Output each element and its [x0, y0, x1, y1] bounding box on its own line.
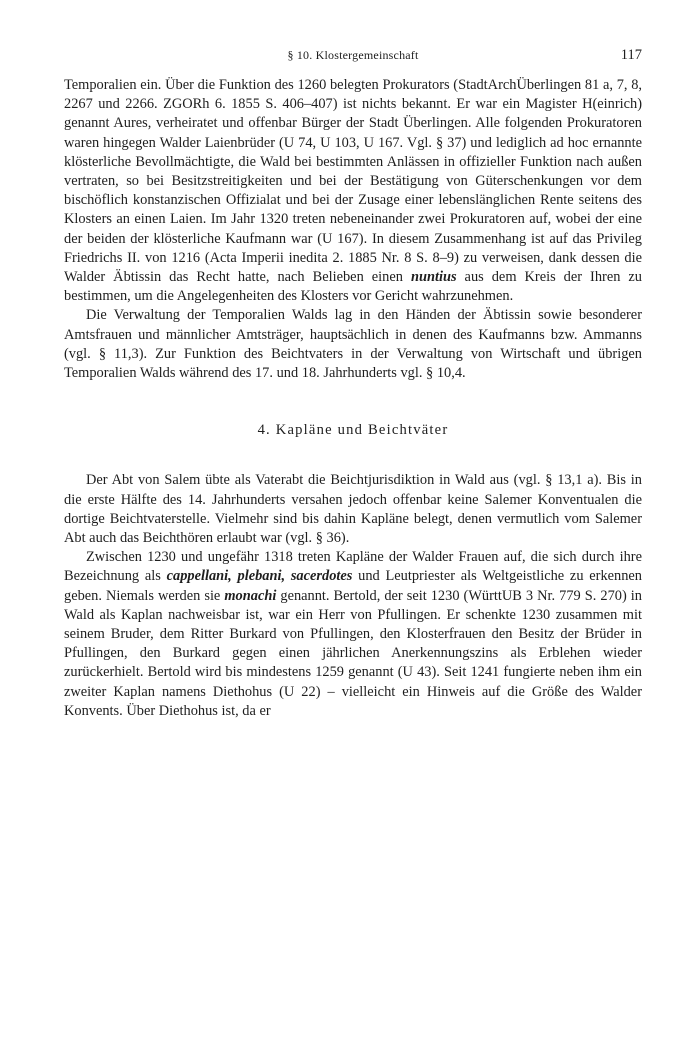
paragraph — [64, 548, 642, 721]
paragraph-group — [64, 76, 642, 383]
running-title: § 10. Klostergemeinschaft — [287, 48, 419, 62]
section-heading: 4. Kapläne und Beichtväter — [257, 422, 449, 439]
text-run: genannt. Bertold, der seit 1230 (WürttUB 3 Nr. 779 S. 270) in Wald als Kaplan nachweisbar ist, war ein Herr von Pfullingen. Er schenkte 1230 zusammen mit seinem Bruder, dem Ritter Burkard von Pfullingen, den Klosterfrauen den Besitz der Brüder in Pfullingen, den Burkard gegen einen jährlichen Anerkennungszins als Erblehen wieder zurückerhielt. Bertold wird bis mindestens 1259 genannt (U 43). Seit 1241 fungierte neben ihm ein zweiter Kaplan namens Diethohus (U 22) – vielleicht ein Hinweis auf die Größe des Walder Konvents. Über Diethohus ist, da er — [64, 587, 642, 719]
running-head — [64, 48, 642, 68]
text-run: Der Abt von Salem übte als Vaterabt die Beichtjurisdiktion in Wald aus (vgl. § 13,1 a). Bis in die erste Hälfte des 14. Jahrhunderts versahen jedoch offenbar keine Salemer Konventualen die dortige Beichtvaterstelle. Vielmehr sind bis dahin Kapläne belegt, denen vermutlich vom Salemer Abt auch das Beichthören erlaubt war (vgl. § 36). — [64, 472, 642, 547]
emphasized-term: monachi — [224, 587, 277, 604]
emphasized-term: cappellani, plebani, sacerdotes — [166, 568, 353, 585]
body-text — [64, 76, 642, 721]
paragraph-group — [64, 471, 642, 721]
paragraph — [64, 76, 642, 306]
page-number: 117 — [620, 47, 642, 63]
text-run: Die Verwaltung der Temporalien Walds lag in den Händen der Äbtissin sowie besonderer Amtsfrauen und männlicher Amtsträger, hauptsächlich in denen des Kaufmanns bzw. Ammanns (vgl. § 11,3). Zur Funktion des Beichtvaters in der Verwaltung von Wirtschaft und übrigen Temporalien Walds während des 17. und 18. Jahrhunderts vgl. § 10,4. — [64, 307, 642, 382]
emphasized-term: nuntius — [410, 269, 457, 286]
text-run: und Leutpriester als Weltgeistliche zu erkennen geben. Niemals werden sie — [64, 568, 642, 604]
paragraph — [64, 471, 642, 548]
text-run: Zwischen 1230 und ungefähr 1318 treten Kapläne der Walder Frauen auf, die sich durch ihre Bezeichnung als — [64, 549, 642, 585]
paragraph — [64, 306, 642, 383]
text-run: aus dem Kreis der Ihren zu bestimmen, um die Angelegenheiten des Klosters vor Gericht wahrzunehmen. — [64, 269, 642, 305]
text-run: Temporalien ein. Über die Funktion des 1260 belegten Prokurators (StadtArchÜberlingen 81 a, 7, 8, 2267 und 2266. ZGORh 6. 1855 S. 406–407) ist nichts bekannt. Er war ein Magister H(einrich) genannt Aures, verheiratet und offenbar Bürger der Stadt Überlingen. Alle folgenden Prokuratoren waren hingegen Walder Laienbrüder (U 74, U 103, U 167. Vgl. § 37) und lediglich ad hoc ernannte klösterliche Bevollmächtigte, die Wald bei bestimmten Anlässen in offizieller Funktion nach außen vertraten, so bei Besitzstreitigkeiten und bei der Bestätigung von Güterschenkungen vor dem bischöflich konstanzischen Offizialat und bei der Zusage einer lebenslänglichen Rente seitens des Klosters an einen Laien. Im Jahr 1320 treten nebeneinander zwei Prokuratoren auf, wobei der eine der beiden der klösterliche Kaufmann war (U 167). In diesem Zusammenhang ist auf das Privileg Friedrichs II. von 1216 (Acta Imperii inedita 2. 1885 Nr. 8 S. 8–9) zu verweisen, dank dessen die Walder Äbtissin das Recht hatte, nach Belieben einen — [64, 77, 642, 286]
